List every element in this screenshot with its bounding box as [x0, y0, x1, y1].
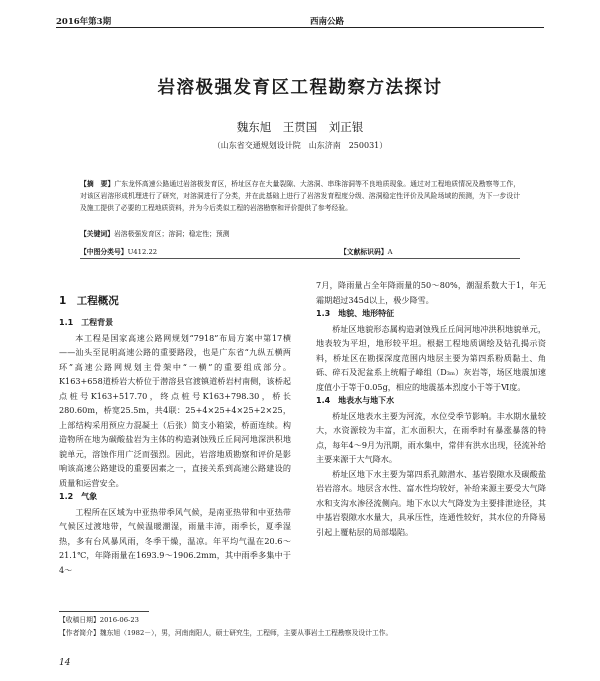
journal-name: 西南公路 — [310, 17, 345, 27]
clc-code: U412.22 — [127, 248, 158, 256]
section-1-4-heading: 1.4 地表水与地下水 — [316, 396, 395, 405]
author-affiliation: （山东省交通规划设计院 山东济南 250031） — [212, 141, 388, 150]
abstract — [80, 178, 520, 215]
footnote-author-bio: 【作者简介】魏东旭（1982－），男，河南南阳人，硕士研究生，工程师，主要从事岩土工程勘察及设计工作。 — [59, 629, 393, 637]
section-1-1-text: 本工程是国家高速公路网规划“7918”布局方案中第17横——汕头至昆明高速公路的重要路段，也是广东省“九纵五横两环”高速公路网规划主骨架中“一横”的重要组成部分。K163+658道桥岩大桥位于潜溶县官渡镇道桥岩村南侧，该桥起点桩号K163+517.70，终点桩号K163+798.30，桥长280.60m，桥宽25.5m，共4联：25+4×25+4×25+2×25，上部结构采用预应力混凝土（后张）简支小箱梁，桥面连续。构造物所在地为碳酸盐岩为主体的构造剥蚀残丘丘间河地深洪积地貌单元，溶蚀作用广泛而强烈。因此，岩溶地质勘察和评价是影响该高速公路建设的重要因素之一，直接关系到高速公路建设的质量和运营安全。 — [59, 332, 291, 488]
section-1-1-heading: 1.1 工程背景 — [59, 318, 114, 327]
doc-code: A — [387, 248, 393, 256]
keywords-text: 岩溶极强发育区；溶洞；稳定性；预测 — [113, 230, 230, 238]
section-1-2-heading: 1.2 气象 — [59, 492, 98, 501]
journal-issue: 2016年第3期 — [56, 17, 112, 27]
section-1-3-text: 桥址区地貌形态属构造剥蚀残丘丘间河地冲洪积地貌单元，地表较为平坦，地形较平坦。根据工程地质调绘及钻孔揭示资料，桥址区在勘探深度范围内地层主要为第四系粉质黏土、角砾、碎石及泥盆系上统帽子峰组（D₃ₘ）灰岩等，场区地震加速度值小于等于0.05g，相应的地震基本烈度小于等于Ⅵ度。 — [316, 323, 546, 392]
doc-label: 【文献标识码】 — [340, 248, 388, 256]
right-column — [316, 278, 546, 539]
page-number: 14 — [59, 658, 71, 668]
continued-text: 7月，降雨量占全年降雨量的50～80%，潮湿系数大于1，年无霜期超过345d以上，极少降雪。 — [316, 280, 546, 305]
clc-label: 【中图分类号】 — [80, 248, 128, 256]
left-column — [59, 290, 291, 577]
paper-authors: 魏东旭 王贯国 刘正银 — [236, 120, 364, 134]
section-1-4-text-2: 桥址区地下水主要为第四系孔隙潜水、基岩裂隙水及碳酸盐岩岩溶水。地层含水性、富水性均较好，补给来源主要受大气降水和支沟水渗径流侧向。地下水以大气降发为主要排泄途径，其中基岩裂隙水水量大，具承压性，连通性较好，其水位的升降易引起上覆粘层的局部塌陷。 — [316, 468, 546, 537]
keywords-label: 【关键词】 — [80, 230, 114, 238]
document-code — [340, 246, 393, 256]
abstract-label: 【摘 要】 — [80, 180, 115, 188]
footnote-received: 【收稿日期】2016-06-23 — [59, 616, 139, 624]
section-1-4-text-1: 桥址区地表水主要为河流，水位受季节影响。丰水期水量较大，水资源较为丰富，汇水面积大，在雨季时有暴涨暴落的特点，每年4～9月为汛期，雨水集中，常伴有洪水出现，径流补给主要来源于大气降水。 — [316, 410, 546, 464]
running-header — [56, 14, 544, 28]
section-1-heading: 1 工程概况 — [59, 295, 119, 307]
section-1-3-heading: 1.3 地貌、地形特征 — [316, 309, 395, 318]
abstract-text: 广东龙怀高速公路通过岩溶极发育区，桥址区存在大量裂隙、大溶洞、串珠溶洞等不良地质现象。通过对工程地质情况及勘察等工作，对该区岩溶形成机理进行了研究，对溶洞进行了分类，并在此基础上进行了岩溶发育程度分级、溶洞稳定性评价及风险场域的预测，为下一步设计及施工提供了必要的工程地质资料，并为今后类似工程的岩溶勘察和评价提供了参考经验。 — [80, 180, 521, 213]
abstract-divider — [80, 258, 520, 259]
keywords — [80, 228, 520, 238]
paper-title: 岩溶极强发育区工程勘察方法探讨 — [157, 78, 443, 98]
footnote-divider — [59, 611, 149, 612]
section-1-2-text: 工程所在区域为中亚热带季风气候，是南亚热带和中亚热带气候区过渡地带，气候温暖潮湿，雨量丰沛，雨季长，夏季湿热，多有台风暴风雨，冬季干燥，温凉。年平均气温在20.6～21.1℃，年降雨量在1693.9～1906.2mm，其中雨季多集中于4～ — [59, 506, 291, 575]
classification-line — [80, 246, 393, 256]
